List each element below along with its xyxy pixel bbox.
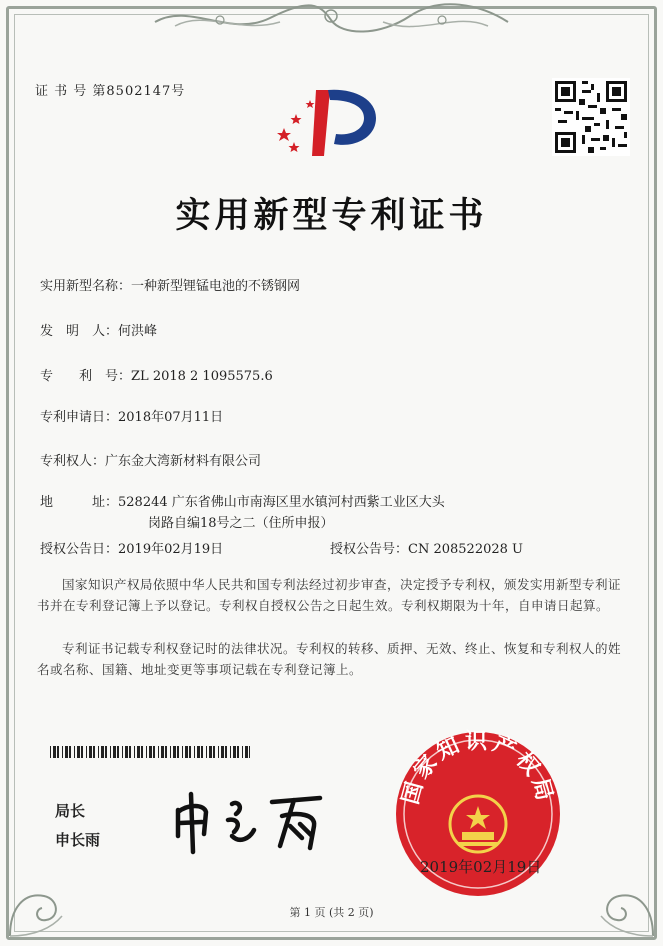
grant-date-row xyxy=(40,538,223,557)
patentee-value: 广东金大湾新材料有限公司 xyxy=(105,454,262,469)
document-title: 实用新型专利证书 xyxy=(175,196,488,236)
inventor-row xyxy=(40,320,157,339)
svg-text:国家知识产权局: 国家知识产权局 xyxy=(398,729,558,808)
filing-date-row xyxy=(40,406,223,425)
legal-status-paragraph: 专利证书记载专利权登记时的法律状况。专利权的转移、质押、无效、终止、恢复和专利权人的姓名或名称、国籍、地址变更等事项记载在专利登记簿上。 xyxy=(37,641,622,677)
patent-number-value: ZL 2018 2 1095575.6 xyxy=(131,369,273,384)
certificate-number: 证 书 号 第8502147号 xyxy=(35,84,186,99)
patentee-row xyxy=(40,450,261,469)
grant-number-row xyxy=(330,538,523,557)
filing-date-value: 2018年07月11日 xyxy=(118,410,224,425)
director-title: 局长 xyxy=(55,802,86,820)
patentee-label: 专利权人： xyxy=(40,454,106,469)
address-label: 地 址： xyxy=(40,495,119,510)
inventor-label: 发 明 人： xyxy=(40,324,119,339)
patent-number-row xyxy=(40,365,273,384)
grant-paragraph: 国家知识产权局依照中华人民共和国专利法经过初步审查，决定授予专利权，颁发实用新型专利证书并在专利登记簿上予以登记。专利权自授权公告之日起生效。专利权期限为十年，自申请日起算。 xyxy=(37,577,622,613)
barcode-icon xyxy=(50,746,250,758)
grant-date-value: 2019年02月19日 xyxy=(118,542,224,557)
address-line-1: 528244 广东省佛山市南海区里水镇河村西紫工业区大头 xyxy=(118,495,445,510)
address-line-2: 岗路自编18号之二（住所申报） xyxy=(148,516,334,531)
ornamental-scroll-icon xyxy=(150,0,513,40)
qr-code-icon xyxy=(552,78,630,156)
utility-model-name-row xyxy=(40,275,300,294)
utility-model-name-value: 一种新型锂锰电池的不锈钢网 xyxy=(131,279,301,294)
page-number: 第 1 页 (共 2 页) xyxy=(289,906,374,919)
cnipa-logo-icon xyxy=(272,78,390,160)
grant-number-label: 授权公告号： xyxy=(330,542,409,557)
grant-date-label: 授权公告日： xyxy=(40,542,119,557)
seal-date: 2019年02月19日 xyxy=(420,858,542,876)
filing-date-label: 专利申请日： xyxy=(40,410,119,425)
director-signature xyxy=(168,786,338,856)
director-name: 申长雨 xyxy=(55,831,101,849)
address-row xyxy=(40,491,445,510)
patent-number-label: 专 利 号： xyxy=(40,369,132,384)
grant-number-value: CN 208522028 U xyxy=(408,542,523,557)
inventor-value: 何洪峰 xyxy=(118,324,158,339)
utility-model-name-label: 实用新型名称： xyxy=(40,279,132,294)
